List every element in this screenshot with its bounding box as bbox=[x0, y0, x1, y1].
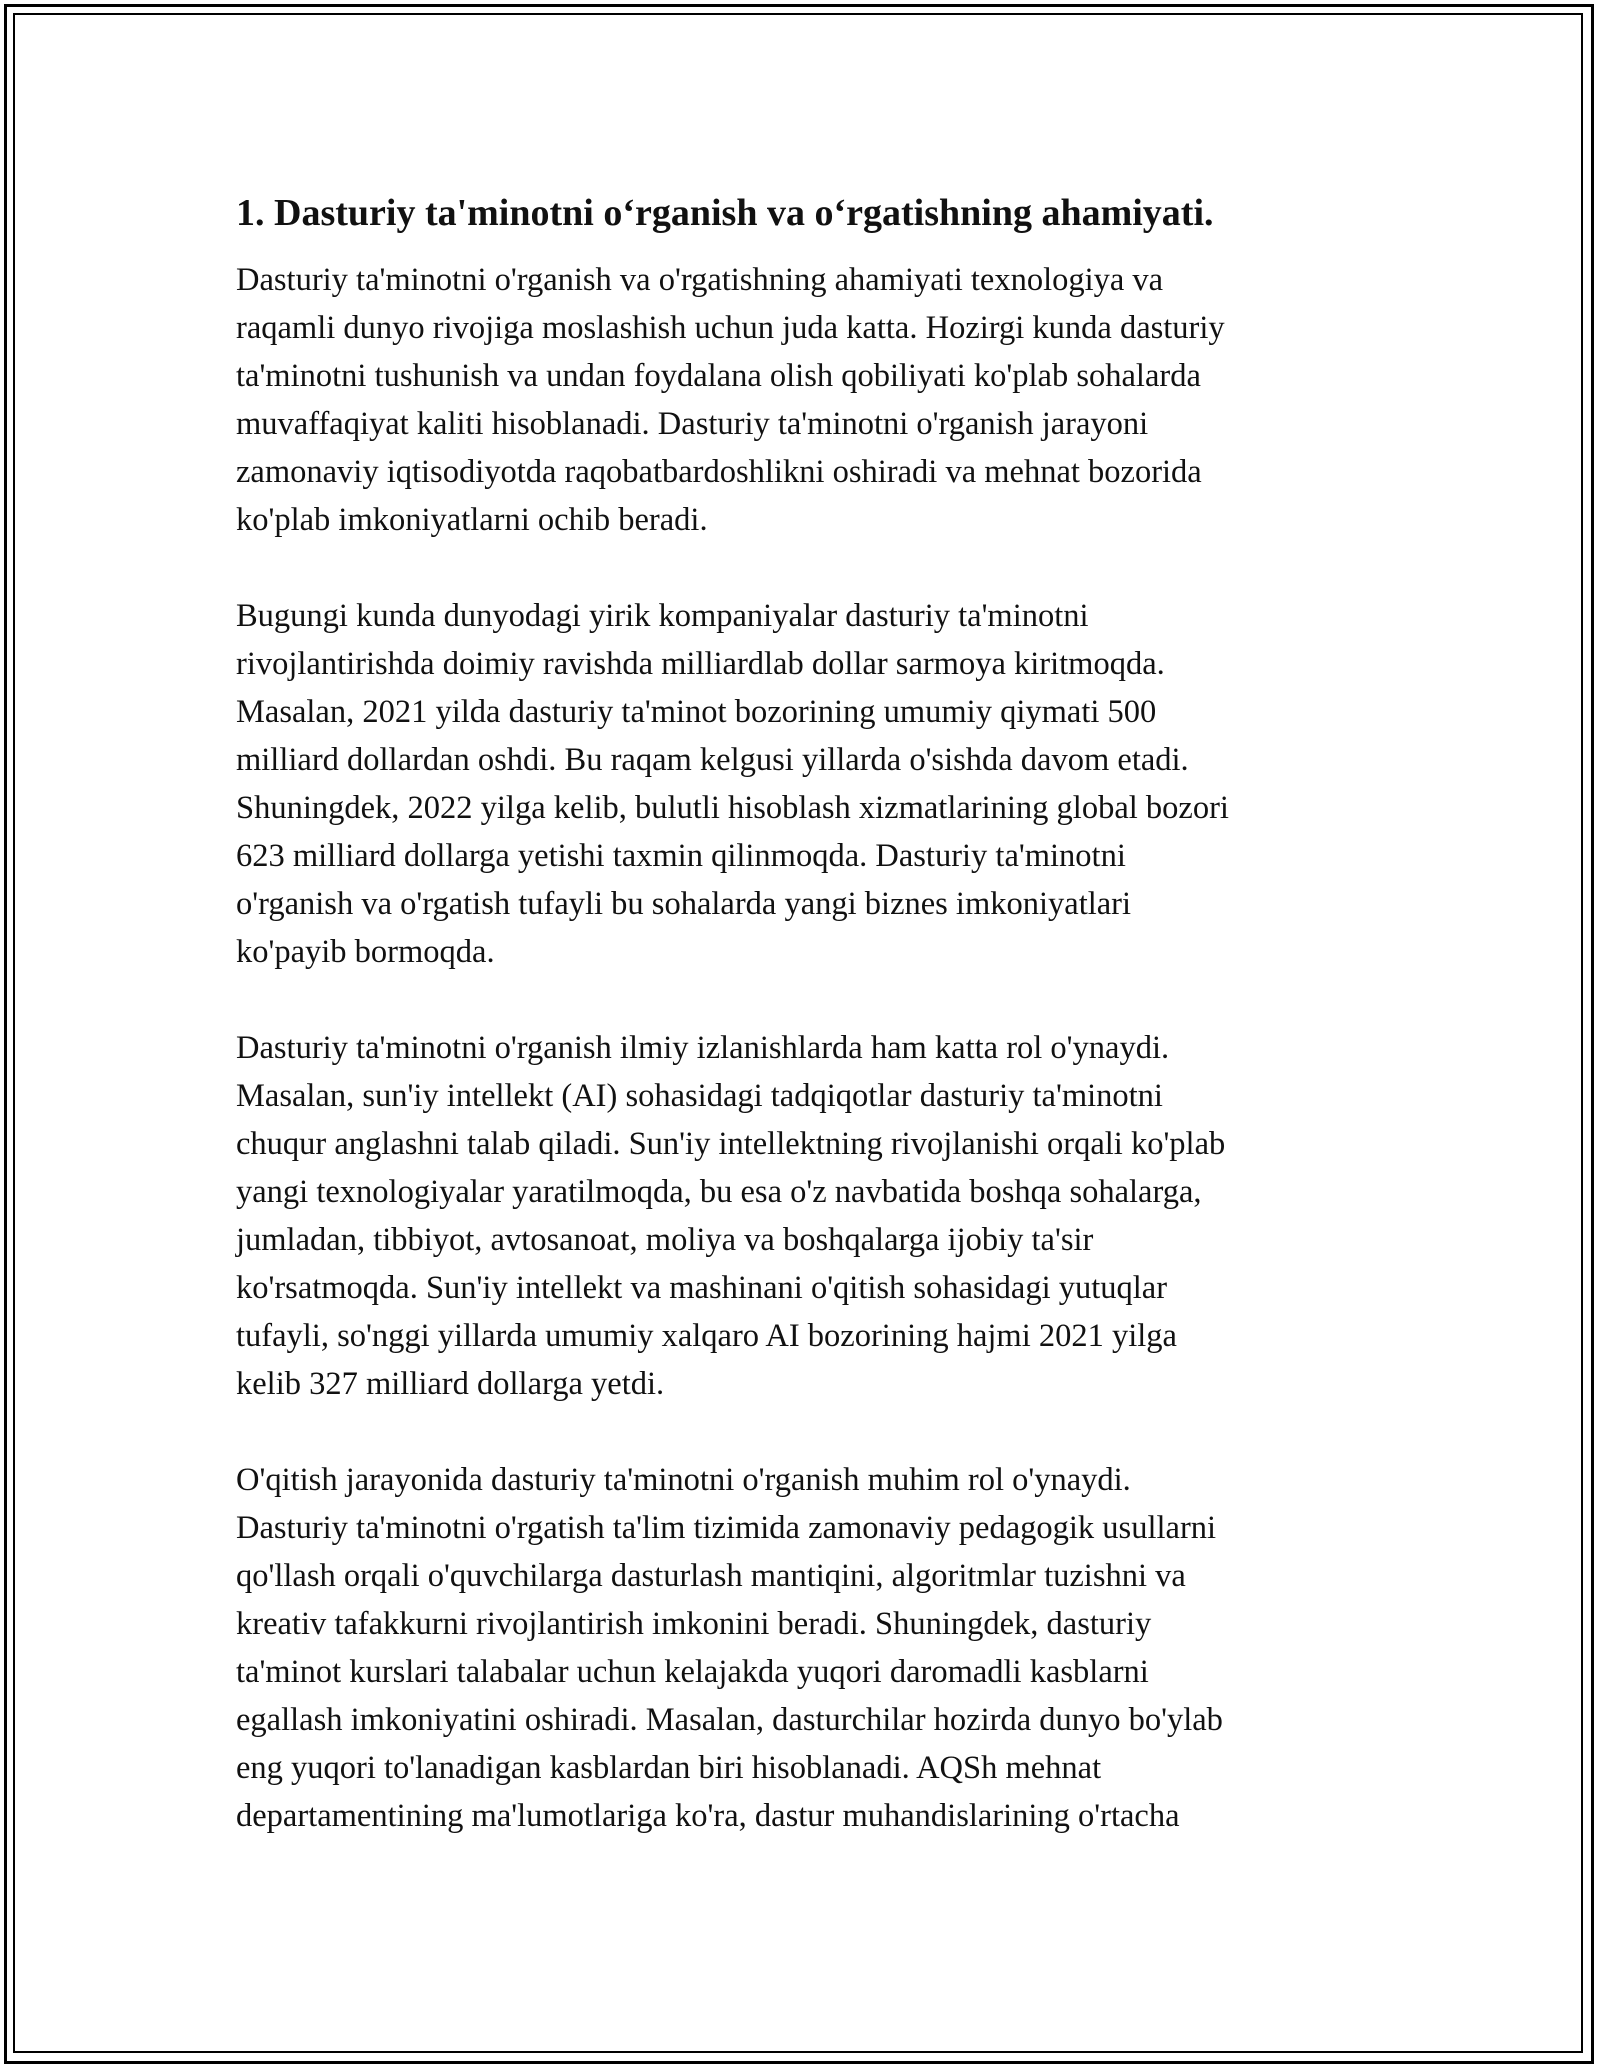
paragraph-line: Masalan, 2021 yilda dasturiy ta'minot bozorining umumiy qiymati 500 bbox=[236, 694, 1157, 730]
paragraph-line: 623 milliard dollarga yetishi taxmin qilinmoqda. Dasturiy ta'minotni bbox=[236, 838, 1126, 874]
paragraph-line: ko'payib bormoqda. bbox=[236, 934, 495, 970]
paragraph-line: rivojlantirishda doimiy ravishda milliardlab dollar sarmoya kiritmoqda. bbox=[236, 646, 1165, 682]
paragraph-line: qo'llash orqali o'quvchilarga dasturlash mantiqini, algoritmlar tuzishni va bbox=[236, 1558, 1186, 1594]
paragraph-4 bbox=[236, 1456, 1366, 1840]
section-heading: 1. Dasturiy ta'minotni o‘rganish va o‘rgatishning ahamiyati. bbox=[236, 192, 1214, 234]
paragraph-line: kreativ tafakkurni rivojlantirish imkonini beradi. Shuningdek, dasturiy bbox=[236, 1606, 1152, 1642]
paragraph-line: zamonaviy iqtisodiyotda raqobatbardoshlikni oshiradi va mehnat bozorida bbox=[236, 454, 1202, 490]
paragraph-line: ko'rsatmoqda. Sun'iy intellekt va mashinani o'qitish sohasidagi yutuqlar bbox=[236, 1270, 1168, 1306]
paragraph-line: O'qitish jarayonida dasturiy ta'minotni o'rganish muhim rol o'ynaydi. bbox=[236, 1462, 1131, 1498]
paragraph-line: raqamli dunyo rivojiga moslashish uchun juda katta. Hozirgi kunda dasturiy bbox=[236, 310, 1225, 346]
paragraph-line: Masalan, sun'iy intellekt (AI) sohasidagi tadqiqotlar dasturiy ta'minotni bbox=[236, 1078, 1163, 1114]
paragraph-line: jumladan, tibbiyot, avtosanoat, moliya va boshqalarga ijobiy ta'sir bbox=[236, 1222, 1094, 1258]
paragraph-line: ko'plab imkoniyatlarni ochib beradi. bbox=[236, 502, 708, 538]
paragraph-line: Dasturiy ta'minotni o'rganish ilmiy izlanishlarda ham katta rol o'ynaydi. bbox=[236, 1030, 1170, 1066]
paragraph-line: ta'minotni tushunish va undan foydalana olish qobiliyati ko'plab sohalarda bbox=[236, 358, 1201, 394]
paragraph-line: tufayli, so'nggi yillarda umumiy xalqaro AI bozorining hajmi 2021 yilga bbox=[236, 1318, 1177, 1354]
paragraph-2 bbox=[236, 592, 1366, 976]
paragraph-line: Bugungi kunda dunyodagi yirik kompaniyalar dasturiy ta'minotni bbox=[236, 598, 1089, 634]
paragraph-line: yangi texnologiyalar yaratilmoqda, bu esa o'z navbatida boshqa sohalarga, bbox=[236, 1174, 1202, 1210]
paragraph-1 bbox=[236, 256, 1366, 544]
paragraph-line: egallash imkoniyatini oshiradi. Masalan, dasturchilar hozirda dunyo bo'ylab bbox=[236, 1702, 1223, 1738]
paragraph-line: Shuningdek, 2022 yilga kelib, bulutli hisoblash xizmatlarining global bozori bbox=[236, 790, 1229, 826]
paragraph-3 bbox=[236, 1024, 1366, 1408]
paragraph-line: ta'minot kurslari talabalar uchun kelajakda yuqori daromadli kasblarni bbox=[236, 1654, 1149, 1690]
paragraph-line: kelib 327 milliard dollarga yetdi. bbox=[236, 1366, 665, 1402]
paragraph-line: muvaffaqiyat kaliti hisoblanadi. Dasturiy ta'minotni o'rganish jarayoni bbox=[236, 406, 1149, 442]
paragraph-line: chuqur anglashni talab qiladi. Sun'iy intellektning rivojlanishi orqali ko'plab bbox=[236, 1126, 1226, 1162]
paragraph-line: departamentining ma'lumotlariga ko'ra, dastur muhandislarining o'rtacha bbox=[236, 1798, 1180, 1834]
paragraph-line: Dasturiy ta'minotni o'rgatish ta'lim tizimida zamonaviy pedagogik usullarni bbox=[236, 1510, 1217, 1546]
paragraph-line: Dasturiy ta'minotni o'rganish va o'rgatishning ahamiyati texnologiya va bbox=[236, 262, 1164, 298]
document-body bbox=[236, 188, 1366, 1888]
paragraph-line: milliard dollardan oshdi. Bu raqam kelgusi yillarda o'sishda davom etadi. bbox=[236, 742, 1189, 778]
paragraph-line: o'rganish va o'rgatish tufayli bu sohalarda yangi biznes imkoniyatlari bbox=[236, 886, 1132, 922]
paragraph-line: eng yuqori to'lanadigan kasblardan biri hisoblanadi. AQSh mehnat bbox=[236, 1750, 1102, 1786]
